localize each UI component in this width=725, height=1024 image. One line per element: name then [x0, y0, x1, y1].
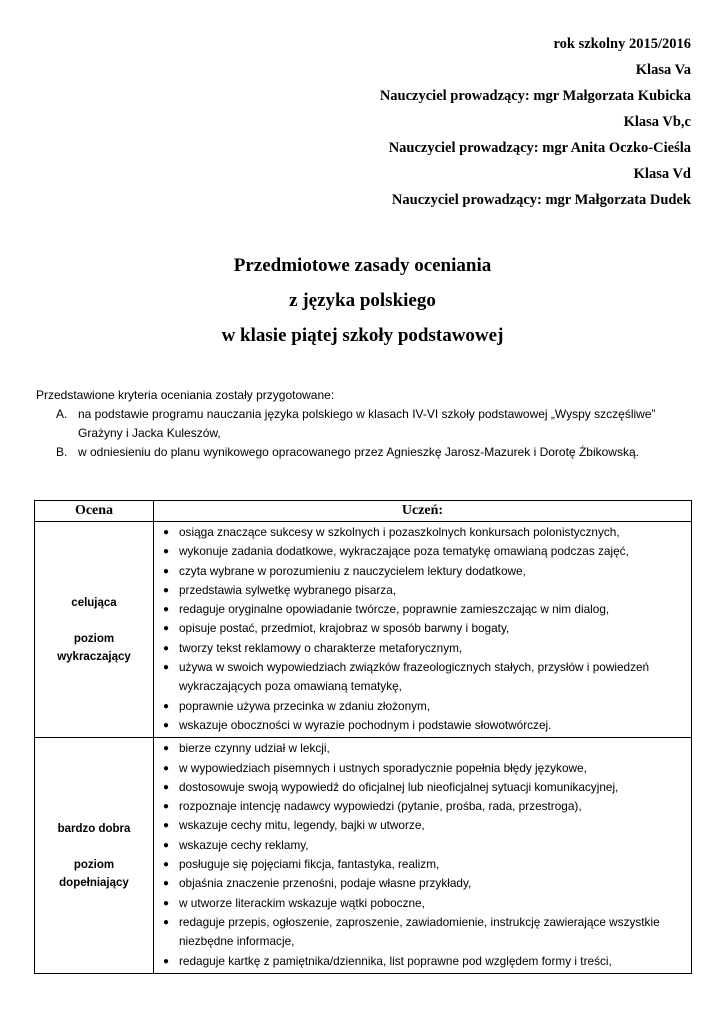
criteria-item [160, 581, 687, 600]
criteria-text: poprawnie używa przecinka w zdaniu złożonym, [179, 698, 431, 713]
intro-lead: Przedstawione kryteria oceniania zostały przygotowane: [36, 388, 335, 402]
criteria-item [160, 542, 687, 561]
criteria-item [160, 797, 687, 816]
criteria-item [160, 658, 687, 697]
criteria-text: rozpoznaje intencję nadawcy wypowiedzi (pytanie, prośba, rada, przestroga), [179, 799, 582, 814]
grade-name: celująca [71, 596, 117, 609]
column-header-student: Uczeń: [154, 501, 692, 522]
grade-level-label: poziom [73, 632, 115, 645]
teacher-d: Nauczyciel prowadzący: mgr Małgorzata Dudek [391, 192, 691, 208]
document-header [380, 31, 691, 213]
grade-name: bardzo dobra [57, 822, 131, 835]
grading-table [34, 500, 692, 974]
criteria-text: bierze czynny udział w lekcji, [179, 741, 330, 756]
title-line-2: z języka polskiego [289, 290, 436, 311]
bullet-icon: ● [163, 859, 170, 871]
grade-cell [35, 738, 154, 974]
criteria-list [160, 739, 687, 971]
bullet-icon: ● [163, 527, 170, 538]
criteria-text: w utworze literackim wskazuje wątki poboczne, [179, 895, 425, 910]
grade-level: wykraczający [57, 650, 131, 663]
document-title [0, 248, 725, 353]
criteria-item [160, 874, 687, 893]
bullet-icon: ● [163, 762, 170, 774]
column-header-grade: Ocena [35, 501, 154, 522]
criteria-item [160, 523, 687, 542]
criteria-text: wykonuje zadania dodatkowe, wykraczające poza tematykę omawianą podczas zajęć, [179, 544, 629, 559]
bullet-icon: ● [163, 662, 170, 674]
intro-item [36, 443, 696, 462]
criteria-text: wskazuje oboczności w wyrazie pochodnym i podstawie słowotwórczej. [179, 717, 552, 732]
grade-level: dopełniający [59, 876, 129, 889]
bullet-icon: ● [163, 642, 170, 654]
criteria-item [160, 952, 687, 971]
intro-item-text: w odniesieniu do planu wynikowego opracowanego przez Agnieszkę Jarosz-Mazurek i Dorotę Żbikowską. [78, 445, 639, 459]
criteria-text: redaguje przepis, ogłoszenie, zaproszenie, zawiadomienie, instrukcję zawierające wszystkie niezbędne informacje, [179, 914, 660, 949]
bullet-icon: ● [163, 781, 170, 793]
criteria-item [160, 600, 687, 619]
criteria-text: posługuje się pojęciami fikcja, fantastyka, realizm, [179, 857, 440, 872]
criteria-text: redaguje kartkę z pamiętnika/dziennika, list poprawne pod względem formy i treści, [179, 953, 612, 968]
bullet-icon: ● [163, 916, 170, 928]
criteria-item [160, 619, 687, 638]
class-label-a: Klasa Va [635, 62, 691, 78]
criteria-text: objaśnia znaczenie przenośni, podaje własne przykłady, [179, 876, 472, 891]
criteria-text: wskazuje cechy mitu, legendy, bajki w utworze, [179, 818, 425, 833]
criteria-item [160, 894, 687, 913]
intro-item-text: na podstawie programu nauczania języka polskiego w klasach IV-VI szkoły podstawowej „Wyspy szczęśliwe” Grażyny i Jacka Kuleszów, [78, 407, 656, 440]
criteria-text: przedstawia sylwetkę wybranego pisarza, [179, 582, 397, 597]
criteria-text: osiąga znaczące sukcesy w szkolnych i pozaszkolnych konkursach polonistycznych, [179, 525, 620, 539]
teacher-bc: Nauczyciel prowadzący: mgr Anita Oczko-Cieśla [388, 140, 691, 156]
bullet-icon: ● [163, 700, 170, 712]
criteria-text: tworzy tekst reklamowy o charakterze metaforycznym, [179, 640, 463, 655]
criteria-text: w wypowiedziach pisemnych i ustnych sporadycznie popełnia błędy językowe, [179, 760, 587, 775]
bullet-icon: ● [163, 546, 170, 558]
bullet-icon: ● [163, 878, 170, 890]
criteria-item [160, 816, 687, 835]
criteria-item [160, 913, 687, 952]
school-year: rok szkolny 2015/2016 [553, 36, 691, 52]
criteria-text: redaguje oryginalne opowiadanie twórcze, poprawnie zamieszczając w nim dialog, [179, 602, 610, 617]
bullet-icon: ● [163, 897, 170, 909]
criteria-item [160, 759, 687, 778]
bullet-icon: ● [163, 719, 170, 731]
criteria-list [160, 523, 687, 735]
criteria-text: opisuje postać, przedmiot, krajobraz w sposób barwny i bogaty, [179, 621, 510, 636]
intro-item [36, 405, 696, 443]
criteria-item [160, 739, 687, 758]
criteria-item [160, 716, 687, 735]
criteria-item [160, 836, 687, 855]
bullet-icon: ● [163, 584, 170, 596]
bullet-icon: ● [163, 801, 170, 813]
title-line-1: Przedmiotowe zasady oceniania [233, 255, 492, 276]
criteria-item [160, 855, 687, 874]
criteria-text: używa w swoich wypowiedziach związków frazeologicznych stałych, przysłów i powiedzeń wykraczających poza omawianą tematykę, [179, 660, 650, 694]
table-header-row [35, 501, 692, 522]
bullet-icon: ● [163, 623, 170, 635]
title-line-3: w klasie piątej szkoły podstawowej [221, 325, 504, 346]
bullet-icon: ● [163, 604, 170, 616]
teacher-a: Nauczyciel prowadzący: mgr Małgorzata Kubicka [379, 88, 691, 104]
criteria-item [160, 639, 687, 658]
criteria-text: czyta wybrane w porozumieniu z nauczycielem lektury dodatkowe, [179, 563, 526, 578]
criteria-text: wskazuje cechy reklamy, [179, 837, 309, 852]
criteria-item [160, 562, 687, 581]
class-label-d: Klasa Vd [633, 166, 691, 182]
table-row [35, 522, 692, 738]
class-label-bc: Klasa Vb,c [623, 114, 691, 130]
criteria-cell [154, 522, 692, 738]
criteria-item [160, 697, 687, 716]
bullet-icon: ● [163, 565, 170, 577]
criteria-text: dostosowuje swoją wypowiedź do oficjalnej lub nieoficjalnej sytuacji komunikacyjnej, [179, 779, 619, 794]
intro-item-letter: B. [56, 445, 68, 459]
intro-item-letter: A. [56, 407, 68, 421]
grade-level-label: poziom [73, 858, 115, 871]
bullet-icon: ● [163, 955, 170, 967]
criteria-cell [154, 738, 692, 974]
criteria-item [160, 778, 687, 797]
bullet-icon: ● [163, 820, 170, 832]
bullet-icon: ● [163, 839, 170, 851]
bullet-icon: ● [163, 743, 170, 755]
intro-section [36, 386, 696, 462]
table-row [35, 738, 692, 974]
grade-cell [35, 522, 154, 738]
